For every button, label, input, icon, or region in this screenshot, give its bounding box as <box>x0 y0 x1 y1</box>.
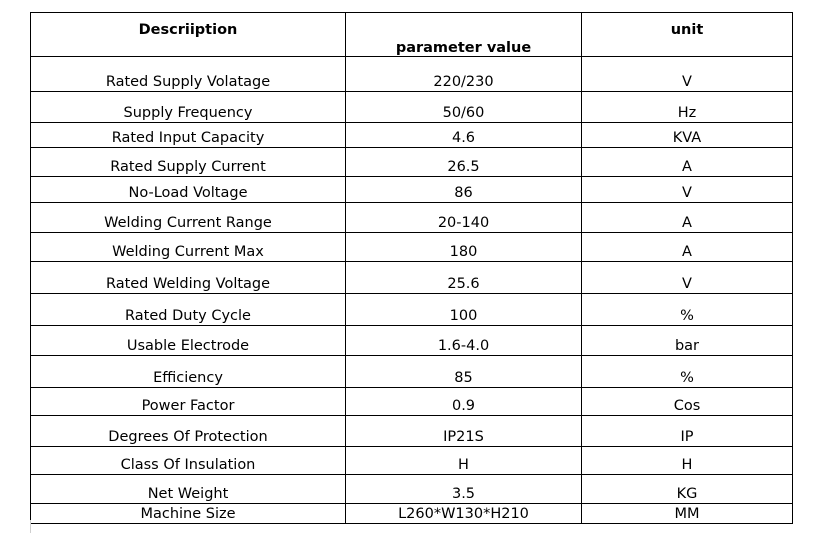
row-unit: A <box>582 148 793 177</box>
row-unit: % <box>582 294 793 326</box>
table-row <box>31 447 793 475</box>
row-value: 20-140 <box>346 203 582 233</box>
table-row <box>31 233 793 262</box>
row-unit: Hz <box>582 92 793 123</box>
table-row <box>31 416 793 447</box>
table-row <box>31 356 793 388</box>
row-description: Rated Welding Voltage <box>31 262 346 294</box>
row-description: Rated Supply Volatage <box>31 57 346 92</box>
row-value: 85 <box>346 356 582 388</box>
row-unit: A <box>582 203 793 233</box>
row-description: No-Load Voltage <box>31 177 346 203</box>
row-value: 1.6-4.0 <box>346 326 582 356</box>
row-description: Rated Duty Cycle <box>31 294 346 326</box>
row-description: Rated Supply Current <box>31 148 346 177</box>
table-row <box>31 388 793 416</box>
row-description: Net Weight <box>31 475 346 504</box>
row-value: 3.5 <box>346 475 582 504</box>
row-value: 25.6 <box>346 262 582 294</box>
row-unit: KG <box>582 475 793 504</box>
row-unit: V <box>582 57 793 92</box>
row-value: 50/60 <box>346 92 582 123</box>
frame-edge <box>30 520 31 533</box>
row-value: L260*W130*H210 <box>346 504 582 524</box>
table-row <box>31 177 793 203</box>
row-description: Degrees Of Protection <box>31 416 346 447</box>
row-unit: MM <box>582 504 793 524</box>
row-value: IP21S <box>346 416 582 447</box>
row-unit: H <box>582 447 793 475</box>
row-value: 26.5 <box>346 148 582 177</box>
row-value: 180 <box>346 233 582 262</box>
row-unit: V <box>582 262 793 294</box>
table-row <box>31 123 793 148</box>
specification-table <box>30 12 793 524</box>
table-row <box>31 475 793 504</box>
row-unit: % <box>582 356 793 388</box>
row-value: 4.6 <box>346 123 582 148</box>
row-description: Usable Electrode <box>31 326 346 356</box>
row-unit: IP <box>582 416 793 447</box>
table-row <box>31 148 793 177</box>
header-description: Descriiption <box>31 13 346 57</box>
table-row <box>31 262 793 294</box>
row-unit: A <box>582 233 793 262</box>
header-parameter-value: parameter value <box>346 13 582 57</box>
row-value: 0.9 <box>346 388 582 416</box>
row-value: 220/230 <box>346 57 582 92</box>
row-value: H <box>346 447 582 475</box>
table-row <box>31 294 793 326</box>
table-row <box>31 92 793 123</box>
table-row <box>31 203 793 233</box>
row-unit: V <box>582 177 793 203</box>
row-value: 86 <box>346 177 582 203</box>
table-row <box>31 57 793 92</box>
row-description: Supply Frequency <box>31 92 346 123</box>
table-row <box>31 326 793 356</box>
row-value: 100 <box>346 294 582 326</box>
row-unit: bar <box>582 326 793 356</box>
row-description: Power Factor <box>31 388 346 416</box>
row-description: Efficiency <box>31 356 346 388</box>
row-unit: Cos <box>582 388 793 416</box>
row-description: Class Of Insulation <box>31 447 346 475</box>
row-description: Rated Input Capacity <box>31 123 346 148</box>
row-unit: KVA <box>582 123 793 148</box>
spec-sheet <box>30 12 792 524</box>
header-unit: unit <box>582 13 793 57</box>
table-row <box>31 504 793 524</box>
row-description: Welding Current Range <box>31 203 346 233</box>
row-description: Welding Current Max <box>31 233 346 262</box>
header-row <box>31 13 793 57</box>
row-description: Machine Size <box>31 504 346 524</box>
